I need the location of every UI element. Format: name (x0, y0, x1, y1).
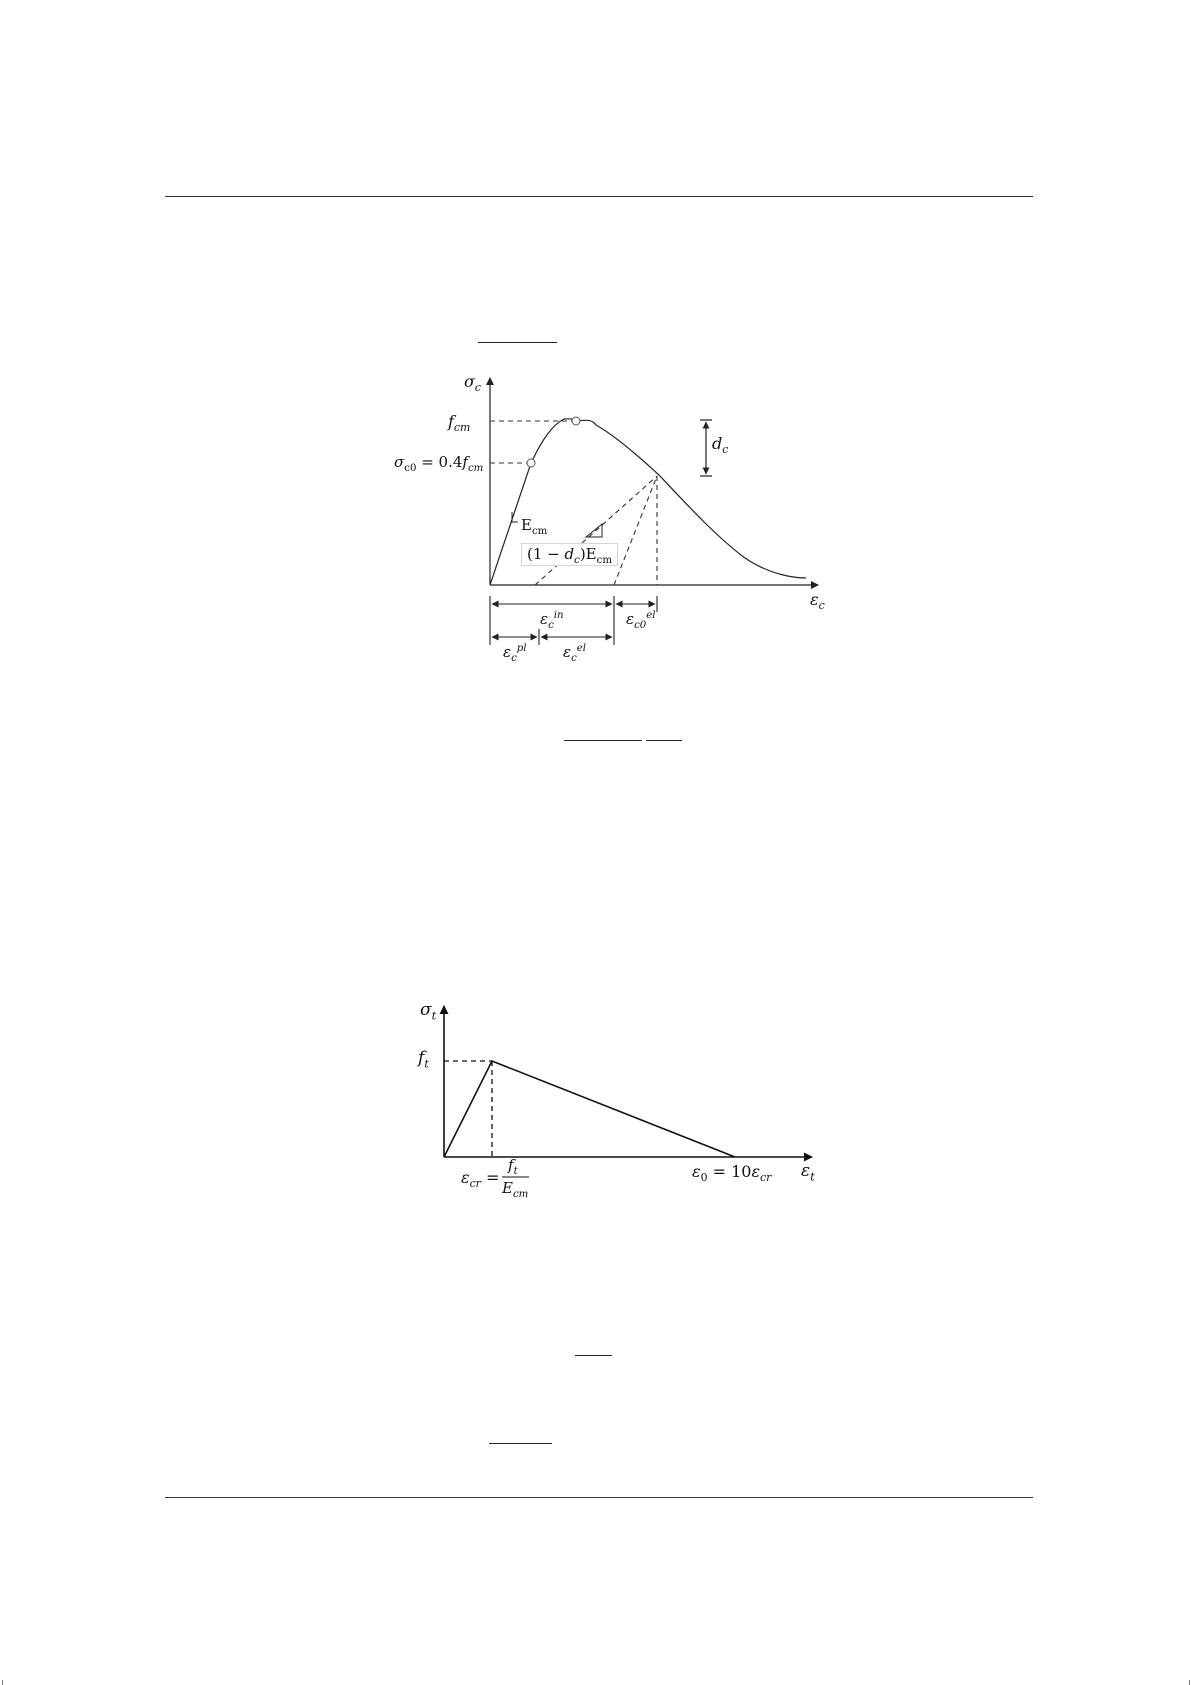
ecm-label: $E_{cm}$ (521, 516, 548, 537)
equation-fraction-bar (489, 1443, 552, 1444)
eps-el0-label: $\varepsilon_{c0}^{el}$ (626, 610, 656, 631)
ft-label: $f_t$ (418, 1048, 429, 1071)
eps-in-label: $\varepsilon_c^{in}$ (540, 610, 564, 631)
equation-fraction-bar (646, 740, 682, 741)
unload-line-2 (614, 476, 657, 585)
x-axis-label: $\varepsilon_t$ (801, 1161, 815, 1184)
eps-pl-label: $\varepsilon_c^{pl}$ (503, 643, 527, 664)
tension-curve (444, 1061, 735, 1157)
unload-line-1 (535, 476, 657, 585)
fcm-peak-marker (572, 417, 580, 425)
page-edge-mark (2, 1680, 3, 1685)
footer-rule (165, 1497, 1033, 1498)
eps-cr-numerator: $f_t$ (508, 1156, 518, 1177)
y-axis-label: $\sigma_c$ (464, 372, 482, 395)
x-axis-label: $\varepsilon_c$ (810, 590, 825, 613)
equation-fraction-bar (575, 1355, 612, 1356)
page-edge-mark (1189, 1680, 1190, 1685)
dc-label: $d_c$ (712, 434, 729, 457)
equation-fraction-bar (564, 740, 642, 741)
sigma-c0-label: $\sigma_{c0} = 0.4f_{cm}$ (394, 453, 484, 474)
compression-diagram-svg (0, 0, 1192, 700)
sigma-c0-marker (527, 459, 535, 467)
eps-cr-label: $\varepsilon_{cr}$ = (461, 1168, 500, 1191)
eps-cr-denominator: $E_{cm}$ (502, 1179, 529, 1200)
y-axis-label: $\sigma_t$ (420, 1000, 437, 1023)
fcm-label: $f_{cm}$ (448, 412, 471, 435)
tension-diagram-svg (0, 980, 1192, 1230)
eps-el-label: $\varepsilon_c^{el}$ (563, 643, 587, 664)
compression-stress-strain-figure (0, 0, 1192, 700)
tension-stress-strain-figure (0, 980, 1192, 1230)
eps0-label: $\varepsilon_0 = 10\varepsilon_{cr}$ (692, 1162, 772, 1185)
damaged-slope-triangle (586, 524, 602, 537)
damaged-modulus-label: $(1 - d_c)E_{cm}$ (521, 543, 618, 566)
